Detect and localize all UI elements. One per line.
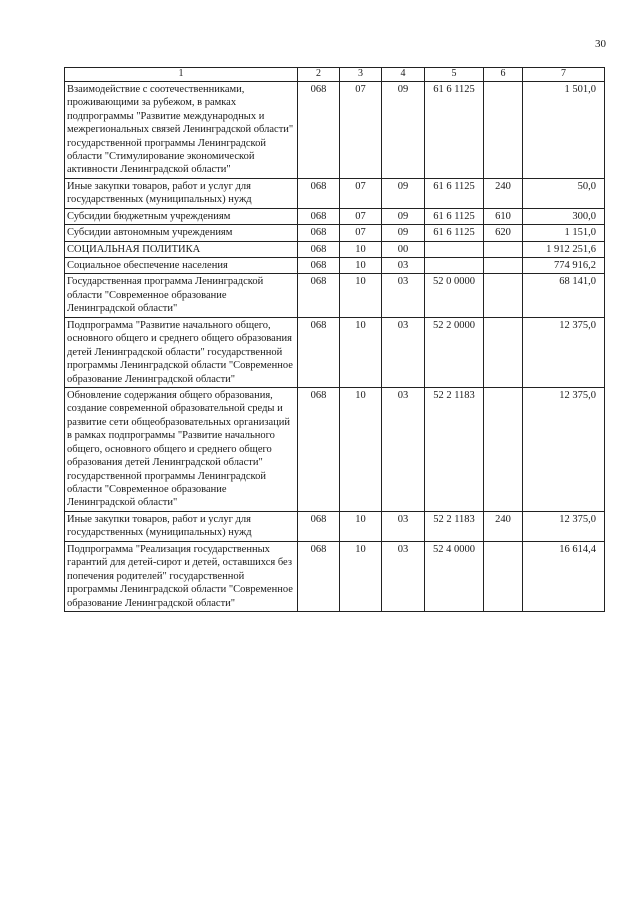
amount-cell: 16 614,4 — [523, 541, 605, 611]
expense-type-cell — [484, 258, 523, 274]
ministry-code-cell: 068 — [298, 208, 340, 224]
subsection-code-cell: 09 — [382, 225, 425, 241]
expense-type-cell — [484, 81, 523, 178]
table-row — [65, 317, 605, 387]
section-code-cell: 07 — [340, 208, 382, 224]
column-header-amount: 7 — [523, 68, 605, 82]
section-code-cell: 10 — [340, 317, 382, 387]
row-name-cell: Социальное обеспечение населения — [65, 258, 298, 274]
target-item-cell: 52 0 0000 — [425, 274, 484, 317]
expense-type-cell — [484, 387, 523, 511]
subsection-code-cell: 00 — [382, 241, 425, 257]
section-code-cell: 10 — [340, 387, 382, 511]
expense-type-cell — [484, 317, 523, 387]
target-item-cell: 52 4 0000 — [425, 541, 484, 611]
table-row — [65, 258, 605, 274]
subsection-code-cell: 03 — [382, 541, 425, 611]
row-name-cell: Подпрограмма "Реализация государственных гарантий для детей-сирот и детей, оставшихся без попечения родителей" государственной программы Ленинградской области "Современное образование Ленинградской области" — [65, 541, 298, 611]
amount-cell: 1 912 251,6 — [523, 241, 605, 257]
subsection-code-cell: 09 — [382, 178, 425, 208]
row-name-cell: Иные закупки товаров, работ и услуг для государственных (муниципальных) нужд — [65, 511, 298, 541]
column-header-ministry: 2 — [298, 68, 340, 82]
column-header-subsection: 4 — [382, 68, 425, 82]
amount-cell: 300,0 — [523, 208, 605, 224]
subsection-code-cell: 09 — [382, 81, 425, 178]
target-item-cell: 52 2 1183 — [425, 511, 484, 541]
row-name-cell: Подпрограмма "Развитие начального общего, основного общего и среднего общего образования детей Ленинградской области" государственной программы Ленинградской области "Современное образование Ленинградской области" — [65, 317, 298, 387]
section-code-cell: 10 — [340, 511, 382, 541]
section-code-cell: 10 — [340, 274, 382, 317]
column-header-target-item: 5 — [425, 68, 484, 82]
target-item-cell: 61 6 1125 — [425, 208, 484, 224]
subsection-code-cell: 09 — [382, 208, 425, 224]
section-code-cell: 10 — [340, 258, 382, 274]
ministry-code-cell: 068 — [298, 258, 340, 274]
ministry-code-cell: 068 — [298, 241, 340, 257]
subsection-code-cell: 03 — [382, 317, 425, 387]
ministry-code-cell: 068 — [298, 274, 340, 317]
table-row — [65, 225, 605, 241]
expense-type-cell: 620 — [484, 225, 523, 241]
ministry-code-cell: 068 — [298, 178, 340, 208]
target-item-cell: 52 2 0000 — [425, 317, 484, 387]
section-code-cell: 07 — [340, 178, 382, 208]
section-code-cell: 07 — [340, 225, 382, 241]
table-row — [65, 387, 605, 511]
section-code-cell: 10 — [340, 241, 382, 257]
ministry-code-cell: 068 — [298, 541, 340, 611]
amount-cell: 12 375,0 — [523, 317, 605, 387]
target-item-cell: 61 6 1125 — [425, 178, 484, 208]
amount-cell: 1 501,0 — [523, 81, 605, 178]
row-name-cell: Государственная программа Ленинградской области "Современное образование Ленинградской области" — [65, 274, 298, 317]
row-name-cell: СОЦИАЛЬНАЯ ПОЛИТИКА — [65, 241, 298, 257]
ministry-code-cell: 068 — [298, 511, 340, 541]
amount-cell: 774 916,2 — [523, 258, 605, 274]
expense-type-cell — [484, 241, 523, 257]
expense-type-cell: 240 — [484, 178, 523, 208]
column-header-name: 1 — [65, 68, 298, 82]
target-item-cell — [425, 241, 484, 257]
ministry-code-cell: 068 — [298, 317, 340, 387]
row-name-cell: Субсидии бюджетным учреждениям — [65, 208, 298, 224]
row-name-cell: Иные закупки товаров, работ и услуг для государственных (муниципальных) нужд — [65, 178, 298, 208]
table-row — [65, 208, 605, 224]
budget-table — [64, 67, 605, 612]
amount-cell: 12 375,0 — [523, 511, 605, 541]
ministry-code-cell: 068 — [298, 81, 340, 178]
table-row — [65, 541, 605, 611]
target-item-cell: 52 2 1183 — [425, 387, 484, 511]
section-code-cell: 10 — [340, 541, 382, 611]
subsection-code-cell: 03 — [382, 258, 425, 274]
row-name-cell: Обновление содержания общего образования, создание современной образовательной среды и развитие сети общеобразовательных организаций в рамках подпрограммы "Развитие начального общего, основного общего и среднего общего образования детей Ленинградской области" государственной программы Ленинградской области "Современное образование Ленинградской области" — [65, 387, 298, 511]
target-item-cell: 61 6 1125 — [425, 225, 484, 241]
subsection-code-cell: 03 — [382, 274, 425, 317]
row-name-cell: Субсидии автономным учреждениям — [65, 225, 298, 241]
ministry-code-cell: 068 — [298, 387, 340, 511]
expense-type-cell: 240 — [484, 511, 523, 541]
table-row — [65, 81, 605, 178]
amount-cell: 50,0 — [523, 178, 605, 208]
column-header-expense-type: 6 — [484, 68, 523, 82]
table-row — [65, 178, 605, 208]
expense-type-cell: 610 — [484, 208, 523, 224]
amount-cell: 12 375,0 — [523, 387, 605, 511]
subsection-code-cell: 03 — [382, 387, 425, 511]
ministry-code-cell: 068 — [298, 225, 340, 241]
table-row — [65, 511, 605, 541]
target-item-cell: 61 6 1125 — [425, 81, 484, 178]
amount-cell: 68 141,0 — [523, 274, 605, 317]
table-header-row — [65, 68, 605, 82]
section-code-cell: 07 — [340, 81, 382, 178]
table-row — [65, 274, 605, 317]
target-item-cell — [425, 258, 484, 274]
expense-type-cell — [484, 541, 523, 611]
subsection-code-cell: 03 — [382, 511, 425, 541]
expense-type-cell — [484, 274, 523, 317]
row-name-cell: Взаимодействие с соотечественниками, проживающими за рубежом, в рамках подпрограммы "Развитие международных и межрегиональных связей Ленинградской области" государственной программы Ленинградской области "Стимулирование экономической активности Ленинградской области" — [65, 81, 298, 178]
page-number: 30 — [595, 38, 606, 50]
table-row — [65, 241, 605, 257]
column-header-section: 3 — [340, 68, 382, 82]
amount-cell: 1 151,0 — [523, 225, 605, 241]
